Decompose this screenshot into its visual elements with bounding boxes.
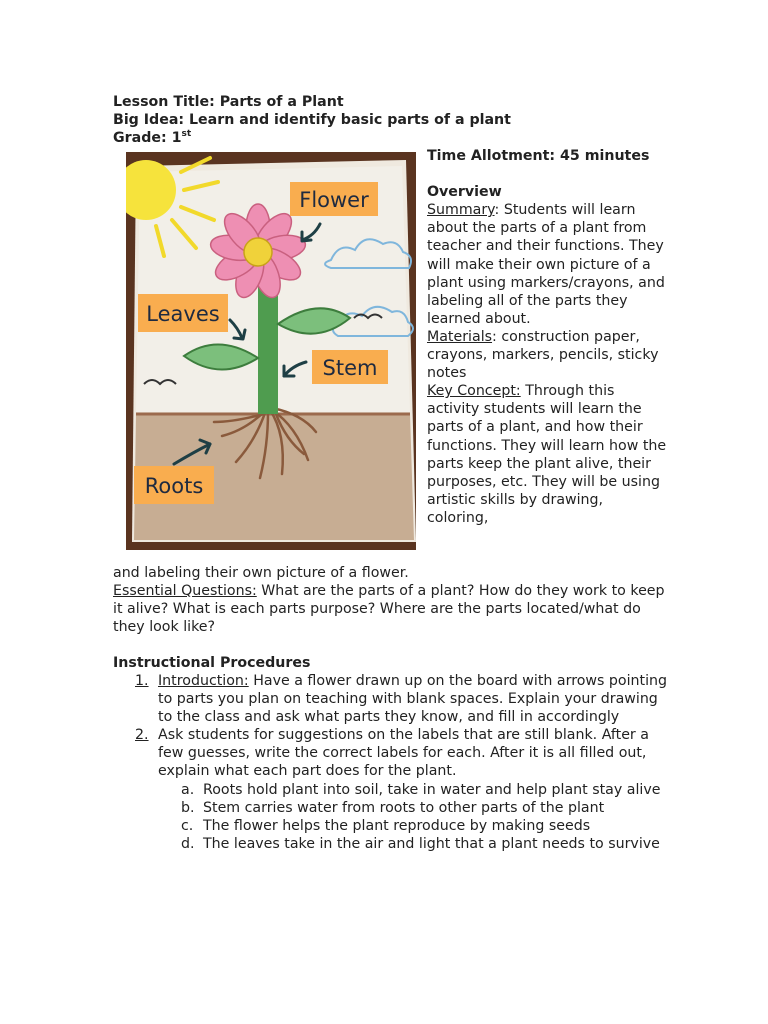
label-roots-note bbox=[134, 466, 214, 504]
continued-text bbox=[113, 564, 673, 636]
essential-questions-label: Essential Questions: bbox=[113, 583, 257, 600]
procedure-number: 2. bbox=[135, 727, 149, 744]
procedure-text: Have a flower drawn up on the board with arrows pointing to parts you plan on teaching with blank spaces. Explain your drawing to the class and ask what parts they know, and fill in accordingly bbox=[158, 673, 668, 726]
plant-poster-photo bbox=[126, 152, 416, 550]
overview-column bbox=[427, 147, 667, 527]
label-stem-note bbox=[312, 350, 388, 384]
grade-text: Grade: 1 bbox=[113, 130, 182, 147]
sub-item-text: The leaves take in the air and light that a plant needs to survive bbox=[203, 835, 660, 852]
flower-center bbox=[244, 238, 272, 266]
summary-label: Summary bbox=[427, 202, 495, 219]
procedure-item bbox=[113, 726, 673, 780]
sub-item bbox=[113, 835, 673, 853]
procedures-heading: Instructional Procedures bbox=[113, 655, 311, 671]
sub-item bbox=[113, 781, 673, 799]
key-concept-paragraph bbox=[427, 382, 667, 527]
summary-text: : Students will learn about the parts of a plant from teacher and their functions. They will make their own picture of a plant using markers/crayons, and labeling all of the parts they learned about. bbox=[427, 202, 665, 327]
procedure-item bbox=[113, 672, 673, 726]
sub-item-letter: b. bbox=[181, 799, 195, 816]
summary-paragraph bbox=[427, 201, 667, 328]
sub-item-text: Roots hold plant into soil, take in water and help plant stay alive bbox=[203, 781, 661, 798]
procedures-list bbox=[113, 672, 673, 853]
procedure-text: Ask students for suggestions on the labels that are still blank. After a few guesses, write the correct labels for each. After it is all filled out, explain what each part does for the plant. bbox=[158, 727, 649, 780]
sub-item-text: The flower helps the plant reproduce by making seeds bbox=[203, 817, 591, 834]
continued-line: and labeling their own picture of a flower. bbox=[113, 565, 409, 581]
key-concept-label: Key Concept: bbox=[427, 383, 521, 400]
materials-label: Materials bbox=[427, 328, 493, 345]
label-flower-text: Flower bbox=[299, 188, 369, 212]
grade bbox=[113, 129, 511, 147]
big-idea: Big Idea: Learn and identify basic parts of a plant bbox=[113, 112, 511, 129]
lesson-header bbox=[113, 93, 511, 147]
essential-questions bbox=[113, 582, 673, 636]
sub-item-text: Stem carries water from roots to other parts of the plant bbox=[203, 799, 605, 816]
sub-item-letter: c. bbox=[181, 817, 194, 834]
sub-item-letter: d. bbox=[181, 835, 195, 852]
sub-item bbox=[113, 799, 673, 817]
key-concept-text: Through this activity students will learn the parts of a plant, and how their functions. They will learn how the parts keep the plant alive, their purposes, etc. They will be using artistic skills by drawing, coloring, bbox=[427, 383, 667, 526]
grade-suffix: st bbox=[181, 129, 192, 140]
lesson-title: Lesson Title: Parts of a Plant bbox=[113, 94, 344, 110]
introduction-label: Introduction: bbox=[158, 673, 249, 689]
time-allotment: Time Allotment: 45 minutes bbox=[427, 148, 650, 164]
label-leaves-text: Leaves bbox=[146, 302, 220, 326]
procedure-number: 1. bbox=[135, 673, 149, 689]
label-leaves-note bbox=[138, 294, 228, 332]
overview-heading: Overview bbox=[427, 184, 502, 201]
essential-questions-text: What are the parts of a plant? How do they work to keep it alive? What is each parts purpose? Where are the parts located/what do they look like? bbox=[113, 583, 665, 636]
sub-item bbox=[113, 817, 673, 835]
label-stem-text: Stem bbox=[322, 356, 378, 380]
materials-paragraph bbox=[427, 328, 667, 382]
label-flower-note bbox=[290, 182, 378, 216]
sub-item-letter: a. bbox=[181, 781, 195, 798]
materials-text: : construction paper, crayons, markers, pencils, sticky notes bbox=[427, 328, 659, 382]
label-roots-text: Roots bbox=[144, 474, 204, 498]
